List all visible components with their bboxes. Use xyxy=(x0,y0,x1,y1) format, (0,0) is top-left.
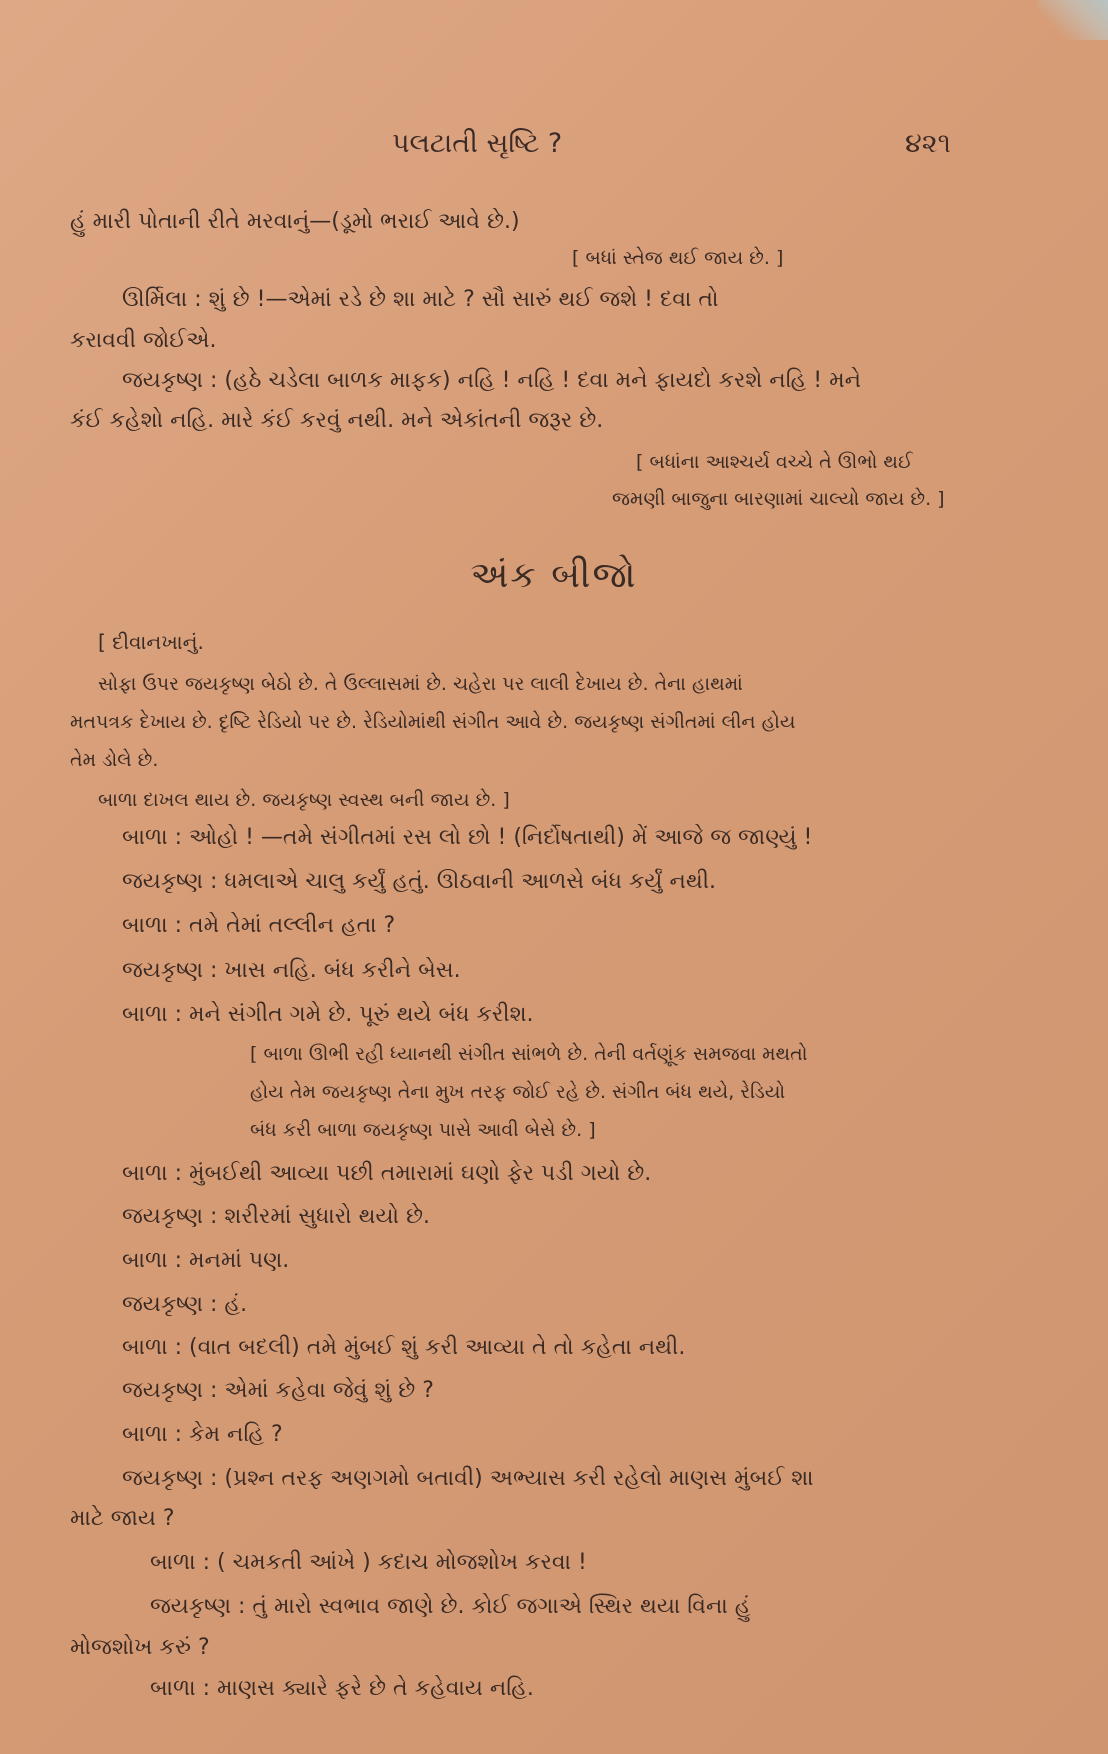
dialogue-line: બાળા : મને સંગીત ગમે છે. પૂરું થયે બંધ કરીશ. xyxy=(122,1002,534,1027)
page-corner-wear xyxy=(1038,0,1108,40)
dialogue-line: જયકૃષ્ણ : શરીરમાં સુધારો થયો છે. xyxy=(122,1204,431,1229)
dialogue-line: જયકૃષ્ણ : ધમલાએ ચાલુ કર્યું હતું. ઊઠવાની આળસે બંધ કર્યું નથી. xyxy=(122,869,716,894)
dialogue-line: બાળા : તમે તેમાં તલ્લીન હતા ? xyxy=(122,913,396,938)
dialogue-line: કંઈ કહેશો નહિ. મારે કંઈ કરવું નથી. મને એકાંતની જરૂર છે. xyxy=(70,408,604,433)
page-header xyxy=(0,128,1108,168)
dialogue-line: ઊર્મિલા : શું છે !—એમાં રડે છે શા માટે ? સૌ સારું થઈ જશે ! દવા તો xyxy=(122,287,719,312)
stage-direction: બાળા દાખલ થાય છે. જયકૃષ્ણ સ્વસ્થ બની જાય છે. ] xyxy=(98,789,510,811)
dialogue-line: બાળા : ઓહો ! —તમે સંગીતમાં રસ લો છો ! (નિર્દોષતાથી) મેં આજે જ જાણ્યું ! xyxy=(122,825,813,850)
dialogue-line: જયકૃષ્ણ : (પ્રશ્ન તરફ અણગમો બતાવી) અભ્યાસ કરી રહેલો માણસ મુંબઈ શા xyxy=(122,1466,814,1491)
stage-direction: બંધ કરી બાળા જયકૃષ્ણ પાસે આવી બેસે છે. ] xyxy=(250,1119,596,1141)
running-title: પલટાતી સૃષ્ટિ ? xyxy=(392,128,563,159)
stage-direction: [ બધાંના આશ્ચર્ય વચ્ચે તે ઊભો થઈ xyxy=(636,451,913,473)
stage-direction: [ બધાં સ્તેજ થઈ જાય છે. ] xyxy=(572,247,784,269)
dialogue-line: મોજશોખ કરું ? xyxy=(70,1635,210,1660)
dialogue-line: બાળા : ( ચમકતી આંખે ) કદાચ મોજશોખ કરવા ! xyxy=(150,1550,587,1575)
dialogue-line: બાળા : (વાત બદલી) તમે મુંબઈ શું કરી આવ્યા તે તો કહેતા નથી. xyxy=(122,1335,686,1360)
stage-direction: [ બાળા ઊભી રહી ધ્યાનથી સંગીત સાંભળે છે. તેની વર્તણૂંક સમજવા મથતો xyxy=(250,1043,808,1065)
dialogue-line: જયકૃષ્ણ : હં. xyxy=(122,1292,248,1317)
scene-description: તેમ ડોલે છે. xyxy=(70,749,159,771)
dialogue-line: જયકૃષ્ણ : ખાસ નહિ. બંધ કરીને બેસ. xyxy=(122,958,461,983)
dialogue-line: જયકૃષ્ણ : તું મારો સ્વભાવ જાણે છે. કોઈ જગાએ સ્થિર થયા વિના હું xyxy=(150,1594,751,1619)
dialogue-line: બાળા : મુંબઈથી આવ્યા પછી તમારામાં ઘણો ફેર પડી ગયો છે. xyxy=(122,1161,652,1186)
scene-description: મતપત્રક દેખાય છે. દૃષ્ટિ રેડિયો પર છે. રેડિયોમાંથી સંગીત આવે છે. જયકૃષ્ણ સંગીતમાં લીન હોય xyxy=(70,711,796,733)
dialogue-line: બાળા : મનમાં પણ. xyxy=(122,1248,290,1273)
dialogue-line: જયકૃષ્ણ : (હઠે ચડેલા બાળક માફક) નહિ ! નહિ ! દવા મને ફાયદો કરશે નહિ ! મને xyxy=(122,368,862,393)
dialogue-line: બાળા : માણસ ક્યારે ફરે છે તે કહેવાય નહિ. xyxy=(150,1676,534,1701)
dialogue-line: જયકૃષ્ણ : એમાં કહેવા જેવું શું છે ? xyxy=(122,1378,434,1403)
stage-direction: જમણી બાજુના બારણામાં ચાલ્યો જાય છે. ] xyxy=(612,488,945,510)
act-heading: અંક બીજો xyxy=(470,555,638,596)
dialogue-line: બાળા : કેમ નહિ ? xyxy=(122,1422,283,1447)
scene-setting: [ દીવાનખાનું. xyxy=(98,630,204,654)
text-line: હું મારી પોતાની રીતે મરવાનું—(ડૂમો ભરાઈ આવે છે.) xyxy=(70,209,520,234)
stage-direction: હોય તેમ જયકૃષ્ણ તેના મુખ તરફ જોઈ રહે છે. સંગીત બંધ થયે, રેડિયો xyxy=(250,1081,786,1103)
scene-description: સોફા ઉપર જયકૃષ્ણ બેઠો છે. તે ઉલ્લાસમાં છે. ચહેરા પર લાલી દેખાય છે. તેના હાથમાં xyxy=(98,673,743,695)
dialogue-line: કરાવવી જોઈએ. xyxy=(70,328,217,353)
page-number: ૪૨૧ xyxy=(905,128,951,159)
dialogue-line: માટે જાય ? xyxy=(70,1506,175,1531)
